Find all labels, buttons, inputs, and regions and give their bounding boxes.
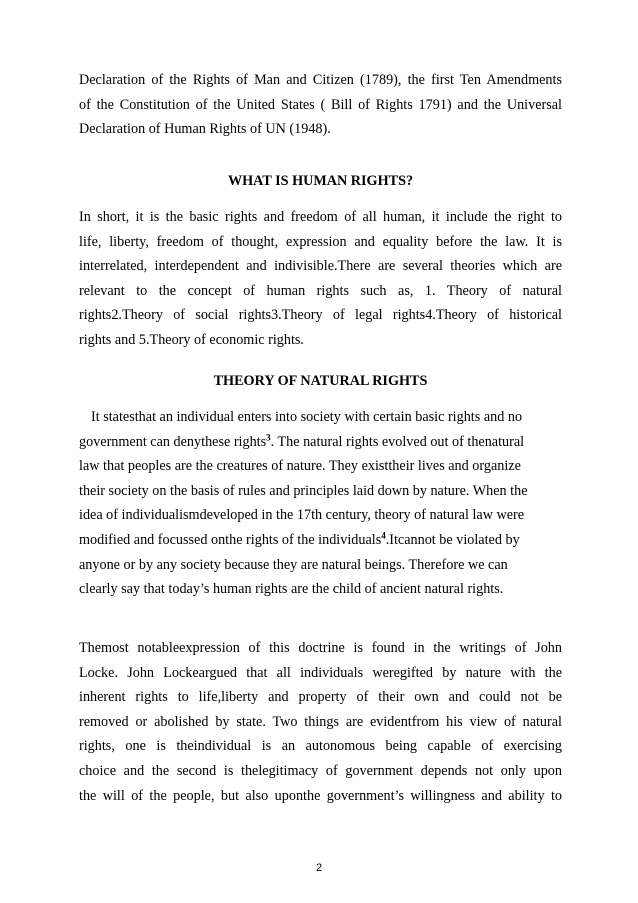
text-line: the will of the people, but also uponthe government’s willingness and ability to xyxy=(79,787,562,804)
paragraph-declarations xyxy=(79,68,562,142)
text-line xyxy=(79,430,562,455)
text-line: clearly say that today’s human rights are the child of ancient natural rights. xyxy=(79,581,504,598)
text-line: inherent rights to life,liberty and property of their own and could not be xyxy=(79,689,562,706)
text-line: Declaration of Human Rights of UN (1948). xyxy=(79,121,331,138)
footnote-ref-4: 4 xyxy=(381,530,386,541)
page-number: 2 xyxy=(315,862,323,874)
text-segment: .Itcannot be violated by xyxy=(385,531,520,548)
text-line: law that peoples are the creatures of nature. They existtheir lives and organize xyxy=(79,458,521,475)
text-segment: government can denythese rights xyxy=(79,433,267,450)
text-line: interrelated, interdependent and indivisible.There are several theories which are xyxy=(79,258,562,275)
text-line: In short, it is the basic rights and freedom of all human, it include the right to xyxy=(79,209,562,225)
text-line: Locke. John Lockeargued that all individuals weregifted by nature with the xyxy=(79,664,562,681)
paragraph-human-rights-definition xyxy=(79,205,562,353)
paragraph-john-locke xyxy=(79,636,562,808)
text-line: Declaration of the Rights of Man and Citizen (1789), the first Ten Amendments xyxy=(79,72,562,88)
heading-what-is-human-rights: WHAT IS HUMAN RIGHTS? xyxy=(227,173,414,189)
text-line: of the Constitution of the United States ( Bill of Rights 1791) and the Universal xyxy=(79,96,562,113)
text-line: choice and the second is thelegitimacy of government depends not only upon xyxy=(79,762,562,779)
text-line: removed or abolished by state. Two things are evidentfrom his view of natural xyxy=(79,713,562,730)
text-line: idea of individualismdeveloped in the 17th century, theory of natural law were xyxy=(79,507,525,524)
text-line: anyone or by any society because they are natural beings. Therefore we can xyxy=(79,556,508,573)
text-line: It statesthat an individual enters into society with certain basic rights and no xyxy=(91,409,523,425)
text-line: rights and 5.Theory of economic rights. xyxy=(79,331,304,348)
text-line: relevant to the concept of human rights such as, 1. Theory of natural xyxy=(79,282,562,299)
text-segment: modified and focussed onthe rights of the individuals xyxy=(79,531,382,548)
text-line: rights, one is theindividual is an autonomous being capable of exercising xyxy=(79,738,562,755)
text-segment: . The natural rights evolved out of thenatural xyxy=(270,433,525,450)
text-line: life, liberty, freedom of thought, expression and equality before the law. It is xyxy=(79,233,562,250)
text-line xyxy=(79,528,562,553)
footnote-ref-3: 3 xyxy=(266,431,271,442)
text-line: Themost notableexpression of this doctrine is found in the writings of John xyxy=(79,640,562,656)
paragraph-natural-rights xyxy=(79,405,562,602)
heading-theory-of-natural-rights: THEORY OF NATURAL RIGHTS xyxy=(213,373,428,389)
text-line: rights2.Theory of social rights3.Theory of legal rights4.Theory of historical xyxy=(79,307,562,324)
text-line: their society on the basis of rules and principles laid down by nature. When the xyxy=(79,482,528,499)
